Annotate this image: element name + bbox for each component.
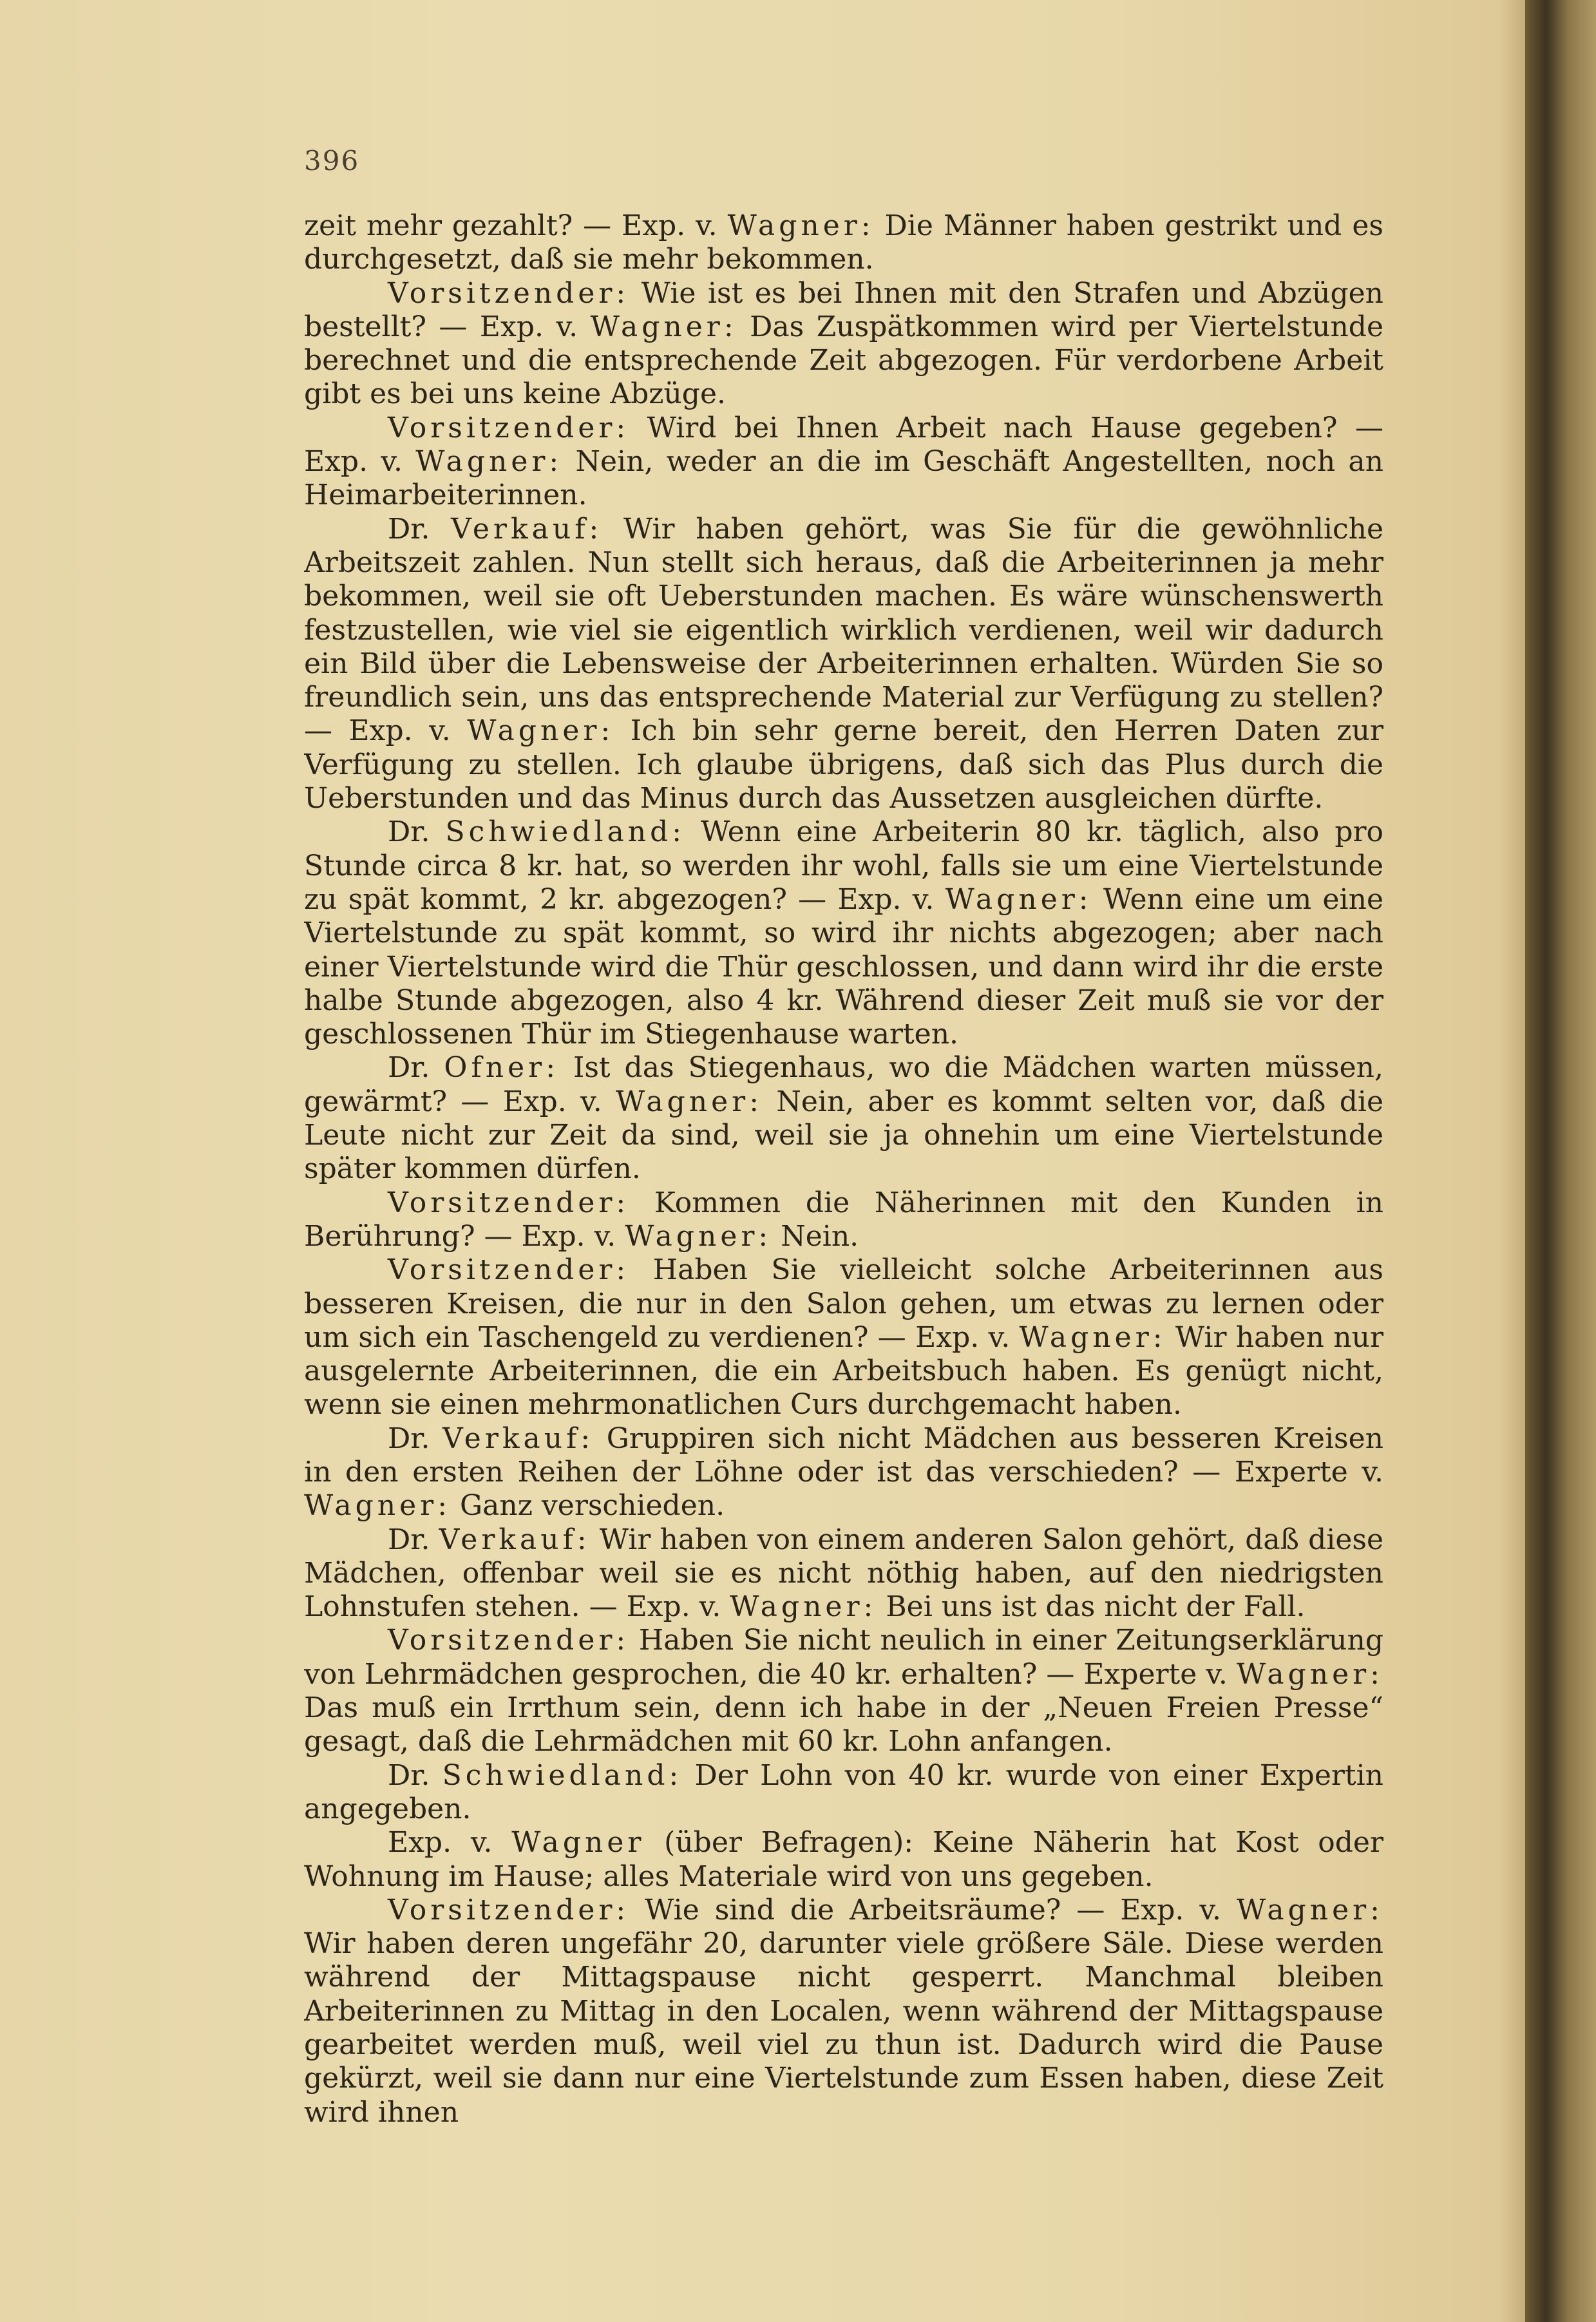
speaker-name: Wagner: xyxy=(590,310,737,343)
paragraph xyxy=(304,1422,1383,1523)
paragraph-text: Dr. xyxy=(388,815,446,849)
paragraph-text: Wir haben deren ungefähr 20, darunter viele größere Säle. Diese werden während der Mittagspause nicht gesperrt. Manchmal bleiben Arbeiterinnen zu Mittag in den Localen, wenn während der Mittagspause gearbeitet werden muß, weil viel zu thun ist. Dadurch wird die Pause gekürzt, weil sie dann nur eine Viertelstunde zum Essen haben, diese Zeit wird ihnen xyxy=(304,1927,1383,2129)
speaker-name: Vorsitzender: xyxy=(388,276,630,310)
paragraph xyxy=(304,1186,1383,1254)
paragraph-text: Wie sind die Arbeitsräume? — Exp. v. xyxy=(629,1893,1237,1927)
paragraph-text: Ist das Stiegenhaus, wo die Mädchen warten müssen, gewärmt? — Exp. v. xyxy=(304,1051,1383,1118)
speaker-name: Wagner: xyxy=(616,1085,763,1118)
paragraph-text: Wie ist es bei Ihnen mit den Strafen und Abzügen bestellt? — Exp. v. xyxy=(304,276,1383,343)
speaker-name: Ofner: xyxy=(444,1051,560,1085)
speaker-name: Wagner: xyxy=(467,714,614,748)
paragraph-text: Haben Sie nicht neulich in einer Zeitungserklärung von Lehrmädchen gesprochen, die 40 kr. erhalten? — Experte v. xyxy=(304,1624,1383,1691)
paragraph-text: Wenn eine um eine Viertelstunde zu spät kommt, so wird ihr nichts abgezogen; aber nach einer Viertelstunde wird die Thür geschlossen, und dann wird ihr die erste halbe Stunde abgezogen, also 4 kr. Während dieser Zeit muß sie vor der geschlossenen Thür im Stiegenhause warten. xyxy=(304,882,1383,1051)
paragraph xyxy=(304,1624,1383,1758)
body-text xyxy=(304,209,1383,2142)
paragraph-text: (über Befragen): Keine Näherin hat Kost oder Wohnung im Hause; alles Materiale wird von uns gegeben. xyxy=(304,1826,1383,1893)
paragraph-text: Dr. xyxy=(388,1758,442,1792)
paragraph-text: Die Männer haben gestrikt und es durchgesetzt, daß sie mehr bekommen. xyxy=(304,209,1383,276)
paragraph-text: Dr. xyxy=(388,512,451,546)
paragraph-text: Kommen die Näherinnen mit den Kunden in Berührung? — Exp. v. xyxy=(304,1186,1383,1253)
speaker-name: Schwiedland: xyxy=(445,815,686,849)
paragraph xyxy=(304,209,1383,277)
speaker-name: Wagner: xyxy=(304,1489,451,1523)
speaker-name: Wagner: xyxy=(415,445,563,479)
speaker-name: Vorsitzender: xyxy=(388,1893,630,1927)
paragraph-text: Wir haben nur ausgelernte Arbeiterinnen, die ein Arbeitsbuch haben. Es genügt nicht, wenn sie einen mehrmonatlichen Curs durchgemacht haben. xyxy=(304,1320,1383,1422)
paragraph-text: Das Zuspätkommen wird per Viertelstunde berechnet und die entsprechende Zeit abgezogen. Für verdorbene Arbeit gibt es bei uns keine Abzüge. xyxy=(304,310,1383,411)
speaker-name: Wagner xyxy=(511,1826,645,1860)
paragraph-text: Wir haben von einem anderen Salon gehört, daß diese Mädchen, offenbar weil sie es nicht nöthig haben, auf den niedrigsten Lohnstufen stehen. — Exp. v. xyxy=(304,1523,1383,1624)
paragraph xyxy=(304,412,1383,513)
paragraph xyxy=(304,1894,1383,2129)
speaker-name: Wagner: xyxy=(1236,1657,1383,1691)
paragraph-text: Der Lohn von 40 kr. wurde von einer Expertin angegeben. xyxy=(304,1758,1383,1825)
paragraph-text: Wir haben gehört, was Sie für die gewöhnliche Arbeitszeit zahlen. Nun stellt sich heraus, daß die Arbeiterinnen ja mehr bekommen, weil sie oft Ueberstunden machen. Es wäre wünschenswerth festzustellen, wie viel sie eigentlich wirklich verdienen, weil wir dadurch ein Bild über die Lebensweise der Arbeiterinnen erhalten. Würden Sie so freundlich sein, uns das entsprechende Material zur Verfügung zu stellen? — Exp. v. xyxy=(304,512,1383,748)
book-edge xyxy=(1525,0,1596,2322)
paragraph-text: Ich bin sehr gerne bereit, den Herren Daten zur Verfügung zu stellen. Ich glaube übrigens, daß sich das Plus durch die Ueberstunden und das Minus durch das Aussetzen ausgleichen dürfte. xyxy=(304,714,1383,815)
paragraph xyxy=(304,1051,1383,1186)
paragraph xyxy=(304,1253,1383,1422)
paragraph-text: Haben Sie vielleicht solche Arbeiterinnen aus besseren Kreisen, die nur in den Salon gehen, um etwas zu lernen oder um sich ein Taschengeld zu verdienen? — Exp. v. xyxy=(304,1253,1383,1354)
paragraph xyxy=(304,513,1383,816)
paragraph-text: Wird bei Ihnen Arbeit nach Hause gegeben? — Exp. v. xyxy=(304,411,1383,479)
speaker-name: Wagner: xyxy=(1236,1893,1383,1927)
paragraph-text: Nein. xyxy=(772,1219,859,1253)
speaker-name: Wagner: xyxy=(730,1590,877,1624)
speaker-name: Wagner: xyxy=(727,209,875,242)
speaker-name: Verkauf: xyxy=(442,1422,594,1455)
speaker-name: Wagner: xyxy=(945,882,1092,916)
paragraph xyxy=(304,277,1383,412)
speaker-name: Vorsitzender: xyxy=(388,1253,630,1287)
speaker-name: Vorsitzender: xyxy=(388,1186,630,1219)
paragraph-text: Dr. xyxy=(388,1422,443,1455)
speaker-name: Vorsitzender: xyxy=(388,411,630,444)
binding-shadow xyxy=(1499,0,1525,2322)
paragraph-text: Wenn eine Arbeiterin 80 kr. täglich, also pro Stunde circa 8 kr. hat, so werden ihr wohl, falls sie um eine Viertelstunde zu spät kommt, 2 kr. abgezogen? — Exp. v. xyxy=(304,815,1383,916)
paragraph xyxy=(304,1523,1383,1624)
paragraph-text: Dr. xyxy=(388,1051,444,1085)
speaker-name: Vorsitzender: xyxy=(388,1624,630,1657)
page-number: 396 xyxy=(304,145,360,176)
paragraph-text: zeit mehr gezahlt? — Exp. v. xyxy=(304,209,728,242)
paragraph-text: Ganz verschieden. xyxy=(451,1489,725,1523)
paragraph-text: Dr. xyxy=(388,1523,439,1556)
speaker-name: Verkauf: xyxy=(451,512,603,546)
paragraph-text: Gruppiren sich nicht Mädchen aus besseren Kreisen in den ersten Reihen der Löhne oder ist das verschieden? — Experte v. xyxy=(304,1422,1383,1489)
speaker-name: Verkauf: xyxy=(439,1523,591,1556)
speaker-name: Wagner: xyxy=(1019,1320,1166,1354)
speaker-name: Schwiedland: xyxy=(442,1758,683,1792)
paragraph-text: Exp. v. xyxy=(388,1826,512,1860)
paragraph-text: Das muß ein Irrthum sein, denn ich habe in der „Neuen Freien Presse“ gesagt, daß die Lehrmädchen mit 60 kr. Lohn anfangen. xyxy=(304,1691,1383,1758)
paragraph-text: Bei uns ist das nicht der Fall. xyxy=(877,1590,1306,1624)
paragraph-text: Nein, weder an die im Geschäft Angestellten, noch an Heimarbeiterinnen. xyxy=(304,445,1383,512)
paragraph xyxy=(304,1826,1383,1894)
paragraph xyxy=(304,1759,1383,1827)
paragraph xyxy=(304,815,1383,1051)
speaker-name: Wagner: xyxy=(625,1219,772,1253)
paragraph-text: Nein, aber es kommt selten vor, daß die Leute nicht zur Zeit da sind, weil sie ja ohnehin um eine Viertelstunde später kommen dürfen. xyxy=(304,1085,1383,1186)
